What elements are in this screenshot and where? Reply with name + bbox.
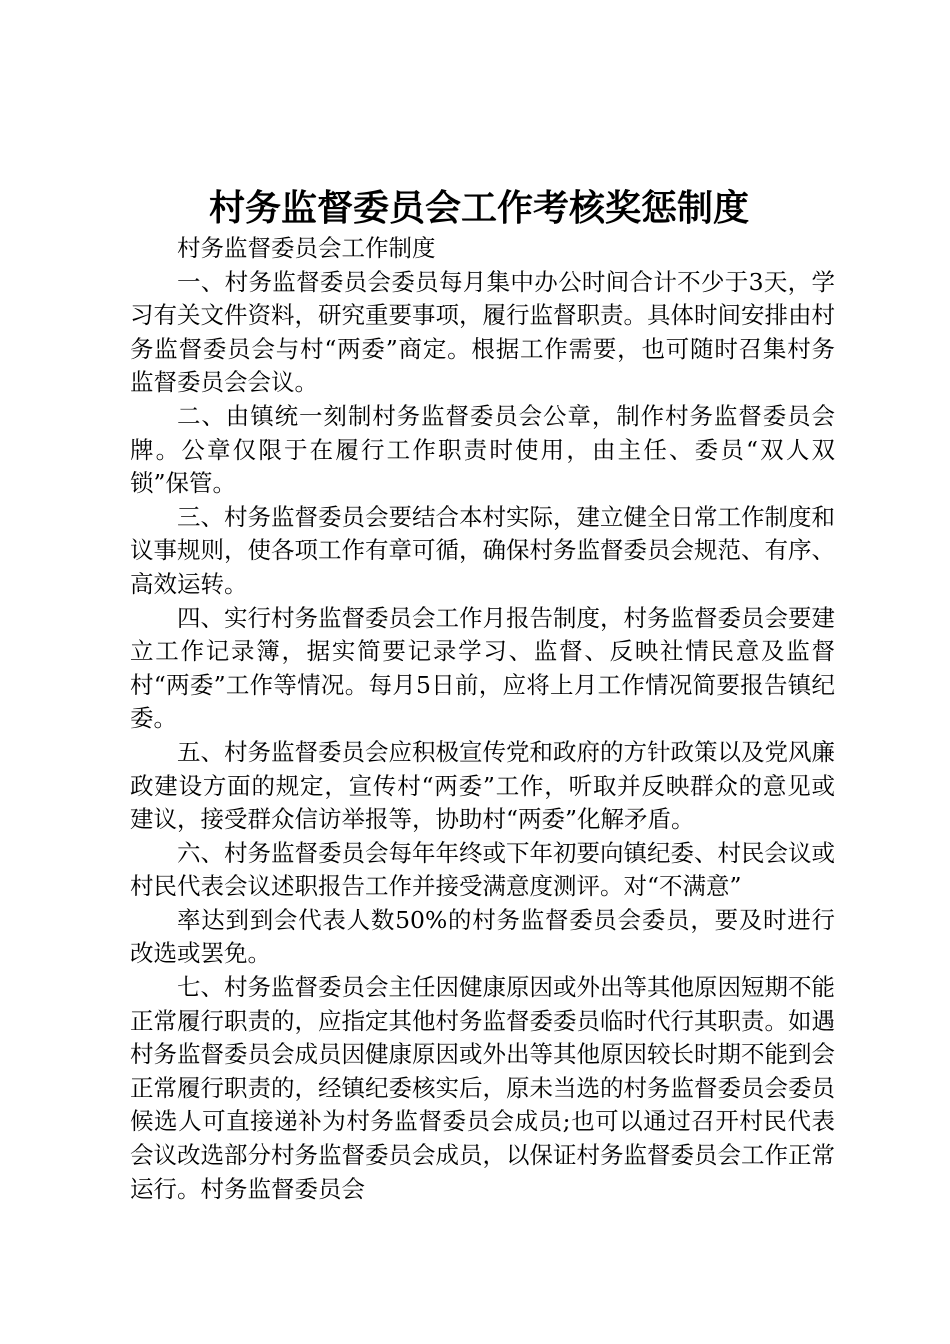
- document-subtitle: 村务监督委员会工作制度: [177, 234, 436, 262]
- paragraph-8: 七、村务监督委员会主任因健康原因或外出等其他原因短期不能正常履行职责的，应指定其他村务监督委委员临时代行其职责。如遇村务监督委员会成员因健康原因或外出等其他原因较长时期不能到会正常履行职责的，经镇纪委核实后，原未当选的村务监督委员会委员候选人可直接递补为村务监督委员会成员;也可以通过召开村民代表会议改选部分村务监督委员会成员，以保证村务监督委员会工作正常运行。村务监督委员会: [130, 973, 835, 1203]
- paragraph-7: 率达到到会代表人数50%的村务监督委员会委员，要及时进行改选或罢免。: [130, 905, 835, 968]
- paragraph-3: 三、村务监督委员会要结合本村实际，建立健全日常工作制度和议事规则，使各项工作有章可循，确保村务监督委员会规范、有序、高效运转。: [130, 502, 835, 598]
- document-body: [130, 232, 835, 1206]
- document-title: 村务监督委员会工作考核奖惩制度: [208, 187, 749, 229]
- paragraph-4: 四、实行村务监督委员会工作月报告制度，村务监督委员会要建立工作记录簿，据实简要记录学习、监督、反映社情民意及监督村“两委”工作等情况。每月5日前，应将上月工作情况简要报告镇纪委。: [130, 603, 835, 733]
- paragraph-6: 六、村务监督委员会每年年终或下年初要向镇纪委、村民会议或村民代表会议述职报告工作并接受满意度测评。对“不满意”: [130, 838, 835, 901]
- paragraph-5: 五、村务监督委员会应积极宣传党和政府的方针政策以及党风廉政建设方面的规定，宣传村“两委”工作，听取并反映群众的意见或建议，接受群众信访举报等，协助村“两委”化解矛盾。: [130, 737, 835, 834]
- paragraph-1: 一、村务监督委员会委员每月集中办公时间合计不少于3天，学习有关文件资料，研究重要事项，履行监督职责。具体时间安排由村务监督委员会与村“两委”商定。根据工作需要，也可随时召集村务监督委员会会议。: [130, 267, 835, 397]
- paragraph-2: 二、由镇统一刻制村务监督委员会公章，制作村务监督委员会牌。公章仅限于在履行工作职责时使用，由主任、委员“双人双锁”保管。: [130, 401, 835, 498]
